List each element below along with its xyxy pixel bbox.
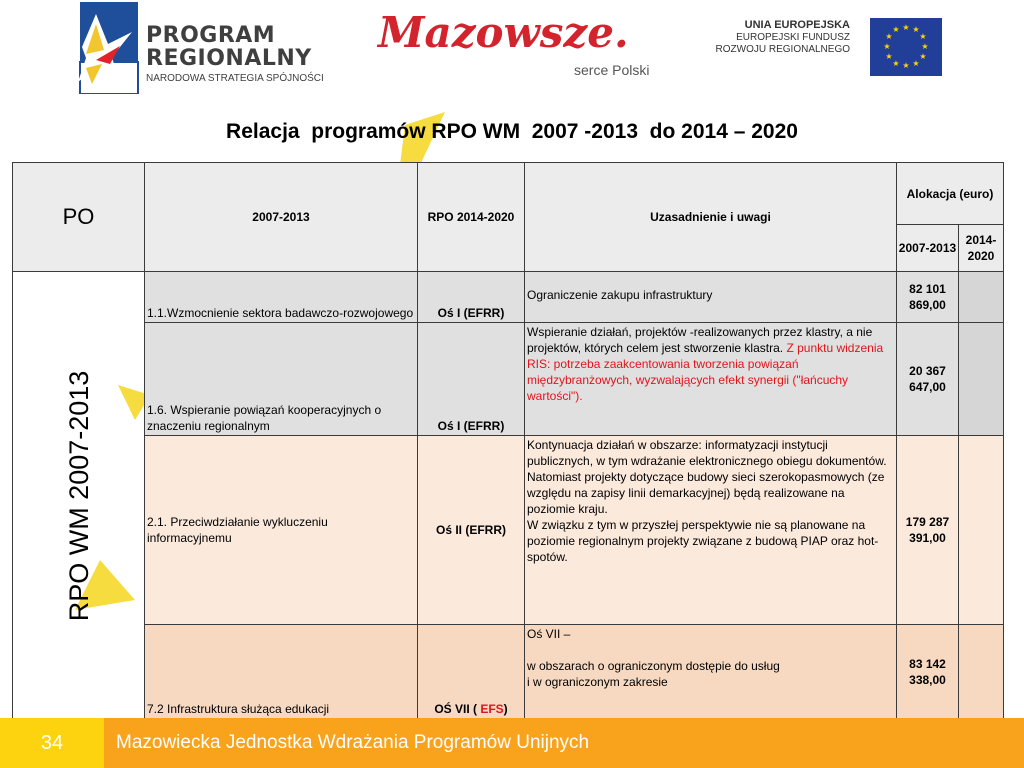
eu-flag-icon [870,18,942,76]
table-row-2-measure [144,322,418,436]
header-rpo-new [417,162,525,272]
header-rpo-new-label: RPO 2014-2020 [427,210,515,224]
row1-measure-text: 1.1.Wzmocnienie sektora badawczo-rozwojowego [147,306,414,320]
header-alloc-old [896,224,959,272]
program-line2: REGIONALNY [146,46,312,71]
row3-note2-text: W związku z tym w przyszłej perspektywie nie są planowane na poziomie regionalnym projekty związane z budową PIAP oraz hot-spotów. [527,518,879,564]
header-allocation [896,162,1004,225]
table-row-1-alloc-new [958,271,1004,323]
program-subtitle: NARODOWA STRATEGIA SPÓJNOŚCI [146,73,324,84]
mazowsze-logo [378,8,668,88]
table-row-4-measure [144,624,418,719]
row2-note-red-text: Z punktu widzenia RIS: potrzeba zaakcentowania tworzenia powiązań międzybranżowych, wyzwalających efekt synergii ("łańcuchy wartości"). [527,341,884,403]
svg-text:★: ★ [902,23,910,32]
row2-axis-text: Oś I (EFRR) [437,419,505,433]
table-row-4-alloc-old [896,624,959,719]
table-row-2-alloc-old [896,322,959,436]
table-row-3-alloc-new [958,435,1004,625]
svg-text:★: ★ [892,59,900,68]
svg-text:★: ★ [883,42,891,51]
row2-alloc-old-text: 20 367 647,00 [909,364,946,394]
row1-note-text: Ograniczenie zakupu infrastruktury [527,288,713,302]
svg-text:★: ★ [885,52,893,61]
table-row-3-note [524,435,897,625]
eu-line2: EUROPEJSKI FUNDUSZ [736,32,850,43]
table-row-1-axis [417,271,525,323]
row2-note-text: Wspieranie działań, projektów -realizowanych przez klastry, a nie projektów, których celem jest stworzenie klastra. [527,325,873,355]
program-regionalny-emblem-icon [72,2,142,94]
svg-text:★: ★ [902,61,910,70]
table-row-4-alloc-new [958,624,1004,719]
row3-note-text: Kontynuacja działań w obszarze: informatyzacji instytucji publicznych, w tym wdrażanie elektronicznego obiegu dokumentów. Natomiast projekty dotyczące budowy sieci szerokopasmowych (ze względu na zapisy linii demarkacyjnej) będą realizowane na poziomie kraju. [527,438,887,516]
svg-text:★: ★ [919,52,927,61]
table-row-2-note [524,322,897,436]
table-row-4-note [524,624,897,719]
footer-text: Mazowiecka Jednostka Wdrażania Programów Unijnych [116,732,590,753]
header-period-old [144,162,418,272]
row4-measure-text: 7.2 Infrastruktura służąca edukacji [147,702,330,716]
header-alloc-new-label: 2014-2020 [965,233,997,263]
page-number: 34 [0,718,104,768]
row4-axis-red: EFS [480,702,504,716]
header-justification-label: Uzasadnienie i uwagi [650,210,771,224]
header-justification [524,162,897,272]
svg-text:★: ★ [912,59,920,68]
eu-logo [700,18,945,78]
row3-alloc-old-text: 179 287 391,00 [905,515,950,545]
row3-measure-text: 2.1. Przeciwdziałanie wykluczeniu informacyjnemu [147,515,328,545]
eu-line3: ROZWOJU REGIONALNEGO [715,44,850,55]
table-row-1-alloc-old [896,271,959,323]
table-row-3-measure [144,435,418,625]
mazowsze-brand: Mazowsze. [378,8,629,57]
svg-text:★: ★ [912,25,920,34]
table-row-3-alloc-old [896,435,959,625]
row4-note-line2: w obszarach o ograniczonym dostępie do usług [527,659,780,673]
row4-alloc-old-text: 83 142 338,00 [909,656,946,687]
header-alloc-old-label: 2007-2013 [898,241,957,255]
table-row-1-measure [144,271,418,323]
svg-text:★: ★ [921,42,929,51]
page-title: Relacja programów RPO WM 2007 -2013 do 2014 – 2020 [226,120,798,143]
row4-axis-prefix: OŚ VII ( [434,702,481,716]
header-po-label: PO [62,204,95,229]
header-po [12,162,145,272]
row4-note-line1: Oś VII – [527,627,571,641]
svg-text:★: ★ [892,25,900,34]
row3-axis-text: Oś II (EFRR) [435,523,506,537]
programs-table [12,162,1004,719]
program-line1: PROGRAM [146,23,276,48]
side-label-cell [12,271,145,719]
table-row-1-note [524,271,897,323]
svg-text:★: ★ [885,32,893,41]
row4-note-line3: i w ograniczonym zakresie [527,675,668,689]
eu-line1: UNIA EUROPEJSKA [744,19,850,31]
program-regionalny-logo [72,2,352,97]
row4-axis-suffix: ) [503,702,508,716]
row1-alloc-old-text: 82 101 869,00 [909,282,946,312]
table-row-2-alloc-new [958,322,1004,436]
table-row-2-axis [417,322,525,436]
header-allocation-label: Alokacja (euro) [906,186,994,201]
table-row-3-axis [417,435,525,625]
row1-axis-text: Oś I (EFRR) [437,306,505,320]
header-period-old-label: 2007-2013 [252,210,310,224]
svg-text:★: ★ [919,32,927,41]
table-row-4-axis [417,624,525,719]
row2-measure-text: 1.6. Wspieranie powiązań kooperacyjnych o znaczeniu regionalnym [147,403,382,433]
footer-bar [0,718,1024,768]
side-label: RPO WM 2007-2013 [63,370,94,621]
mazowsze-tagline: serce Polski [574,62,650,78]
header-alloc-new [958,224,1004,272]
